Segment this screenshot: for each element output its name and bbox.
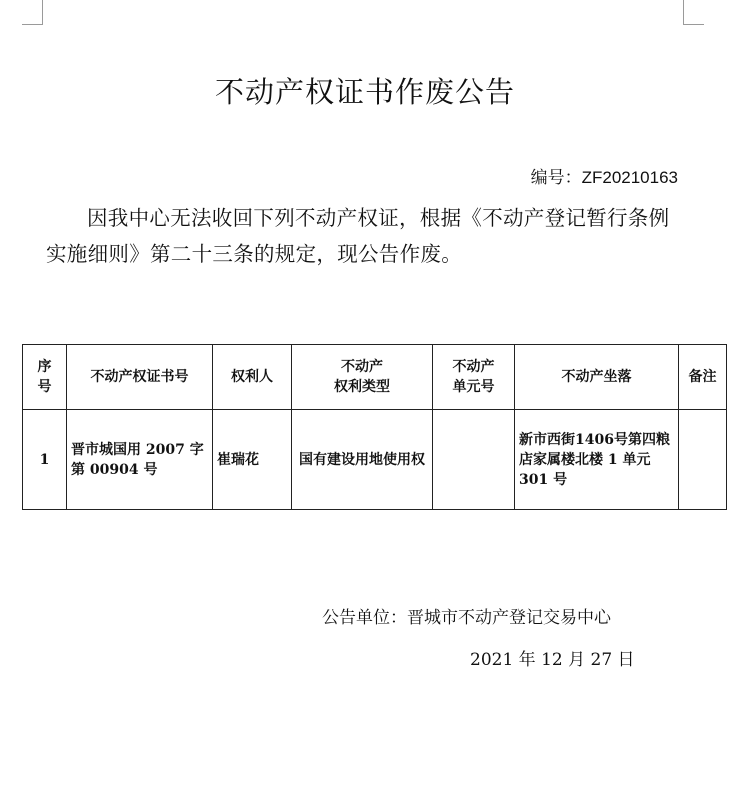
issuer-name: 晋城市不动产登记交易中心 — [407, 608, 611, 628]
cell-right-type: 国有建设用地使用权 — [292, 410, 433, 510]
issue-date: 2021 年 12 月 27 日 — [470, 650, 635, 670]
header-remark: 备注 — [679, 345, 727, 410]
header-cert-no: 不动产权证书号 — [67, 345, 213, 410]
header-seq-line2: 号 — [37, 379, 52, 395]
cell-cert-no: 晋市城国用 2007 字第 00904 号 — [67, 410, 213, 510]
crop-mark-top-right — [683, 0, 704, 25]
header-seq — [23, 345, 67, 410]
header-right-type-line2: 权利类型 — [334, 379, 390, 395]
certificate-table — [22, 344, 727, 510]
header-right-type — [292, 345, 433, 410]
document-title: 不动产权证书作废公告 — [214, 75, 515, 109]
cell-remark — [679, 410, 727, 510]
header-right-type-line1: 不动产 — [341, 359, 383, 375]
header-seq-line1: 序 — [37, 359, 52, 375]
header-holder: 权利人 — [213, 345, 292, 410]
issuer-label: 公告单位： — [322, 608, 407, 628]
cell-unit-no — [433, 410, 515, 510]
table-header-row — [23, 345, 727, 410]
header-location: 不动产坐落 — [515, 345, 679, 410]
table-row — [23, 410, 727, 510]
announcement-body: 因我中心无法收回下列不动产权证，根据《不动产登记暂行条例实施细则》第二十三条的规定，现公告作废。 — [46, 206, 670, 266]
header-unit-no — [433, 345, 515, 410]
cell-seq: 1 — [23, 410, 67, 510]
document-number — [531, 163, 678, 188]
document-number-label: 编号： — [530, 168, 582, 188]
cell-location: 新市西街1406号第四粮店家属楼北楼 1 单元 301 号 — [515, 410, 679, 510]
header-unit-no-line1: 不动产 — [452, 359, 495, 375]
cell-holder: 崔瑞花 — [213, 410, 292, 510]
crop-mark-top-left — [22, 0, 43, 25]
document-number-value: ZF20210163 — [581, 168, 678, 187]
header-unit-no-line2: 单元号 — [452, 379, 495, 395]
issuer — [322, 603, 611, 628]
